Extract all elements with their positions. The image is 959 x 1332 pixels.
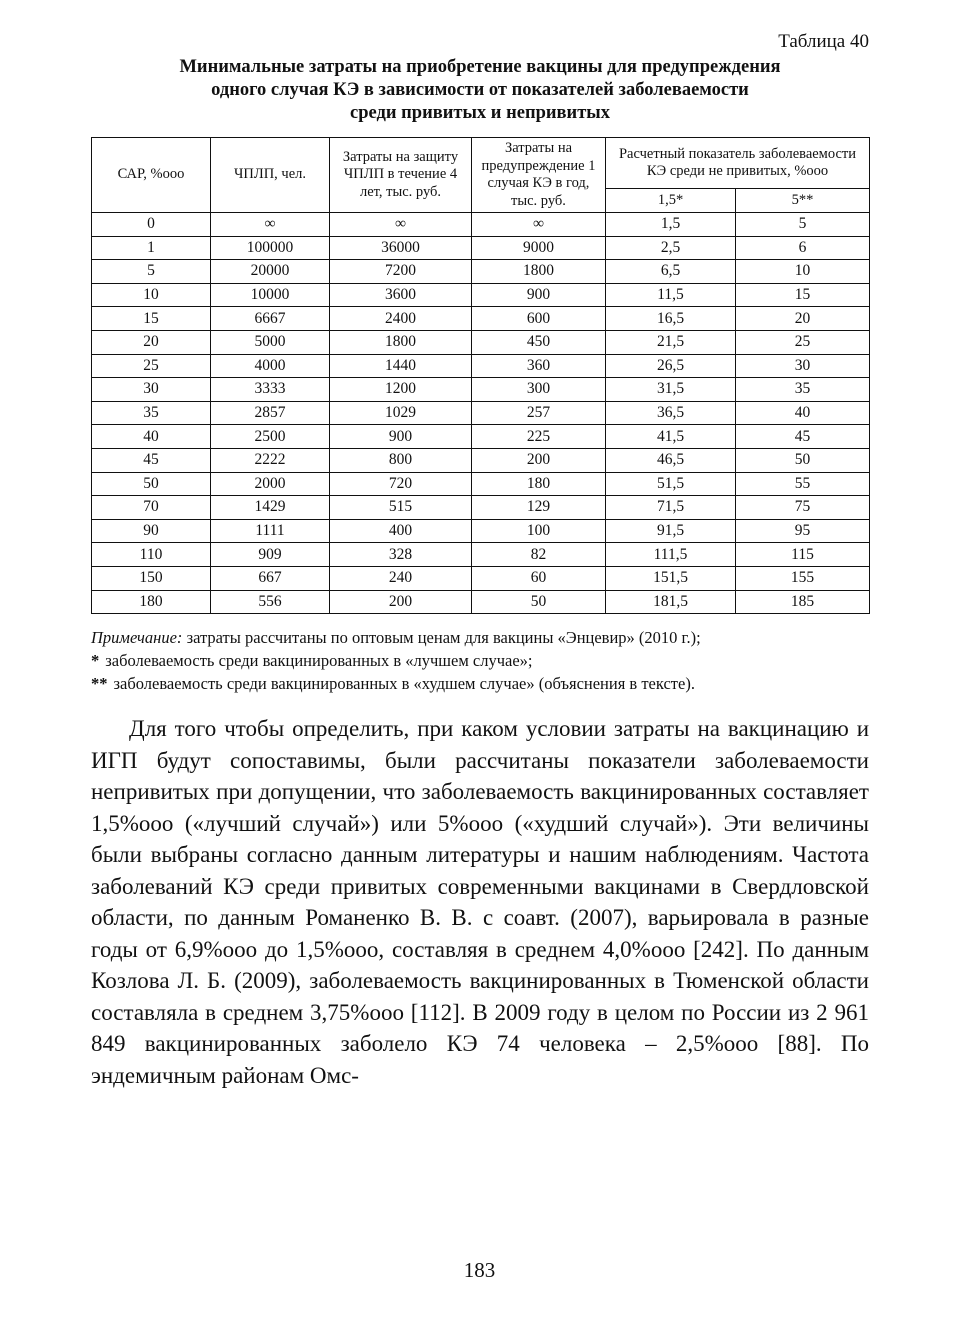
table-cell: 181,5 (606, 590, 736, 614)
table-cell: 5000 (211, 330, 330, 354)
table-cell: 1,5 (606, 213, 736, 237)
page-number: 183 (463, 1258, 496, 1282)
table-cell: 600 (472, 307, 606, 331)
table-cell: 6,5 (606, 260, 736, 284)
table-cell: 150 (92, 566, 211, 590)
table-row (92, 448, 870, 472)
table-cell: 20000 (211, 260, 330, 284)
note-star2-text: заболеваемость среди вакцинированных в «худшем случае» (объяснения в тексте). (113, 674, 695, 694)
table-cell: 50 (472, 590, 606, 614)
table-cell: 25 (92, 354, 211, 378)
note-star2 (91, 672, 869, 695)
table-cell: ∞ (472, 213, 606, 237)
table-cell: 1029 (330, 401, 472, 425)
table-cell: 100 (472, 519, 606, 543)
table-cell: 900 (472, 283, 606, 307)
table-row (92, 496, 870, 520)
table-cell: 50 (92, 472, 211, 496)
table-cell: 6667 (211, 307, 330, 331)
table-cell: 100000 (211, 236, 330, 260)
table-cell: 800 (330, 448, 472, 472)
table-row (92, 213, 870, 237)
header-cost-per-case: Затраты на предупреждение 1 случая КЭ в год, тыс. руб. (472, 138, 606, 213)
note-star1-text: заболеваемость среди вакцинированных в «лучшем случае»; (105, 651, 533, 671)
table-row (92, 307, 870, 331)
table-note (91, 626, 869, 695)
table-cell: 257 (472, 401, 606, 425)
table-cell: 5 (736, 213, 870, 237)
table-cell: 110 (92, 543, 211, 567)
table-cell: 7200 (330, 260, 472, 284)
table-cell: 111,5 (606, 543, 736, 567)
table-cell: 1200 (330, 378, 472, 402)
table-cell: 129 (472, 496, 606, 520)
table-cell: 450 (472, 330, 606, 354)
table-cell: 180 (92, 590, 211, 614)
body-text (91, 713, 869, 1091)
table-cell: 328 (330, 543, 472, 567)
table-cell: 21,5 (606, 330, 736, 354)
table-cell: 10 (736, 260, 870, 284)
table-cell: 155 (736, 566, 870, 590)
table-cell: 30 (92, 378, 211, 402)
table-cell: 9000 (472, 236, 606, 260)
table-cell: 2500 (211, 425, 330, 449)
table-row (92, 330, 870, 354)
table-cell: 40 (736, 401, 870, 425)
table-cell: 240 (330, 566, 472, 590)
table-row (92, 260, 870, 284)
table-cell: 2222 (211, 448, 330, 472)
table-cell: 900 (330, 425, 472, 449)
header-calculated-incidence: Расчетный показатель заболеваемости КЭ среди не привитых, %ооо (606, 138, 870, 189)
table-cell: 556 (211, 590, 330, 614)
header-sar: САР, %ооо (92, 138, 211, 213)
header-best-case: 1,5* (606, 189, 736, 213)
table-cell: 50 (736, 448, 870, 472)
table-cell: 3600 (330, 283, 472, 307)
table-row (92, 401, 870, 425)
note-main (91, 626, 869, 649)
table-cell: 71,5 (606, 496, 736, 520)
table-cell: 26,5 (606, 354, 736, 378)
table-cell: 200 (472, 448, 606, 472)
table-cell: 15 (736, 283, 870, 307)
table-cell: 4000 (211, 354, 330, 378)
table-cell: 91,5 (606, 519, 736, 543)
table-cell: 400 (330, 519, 472, 543)
table-cell: 45 (92, 448, 211, 472)
table-title (91, 56, 869, 125)
table-title-line: одного случая КЭ в зависимости от показателей заболеваемости (211, 80, 749, 100)
table-cell: 5 (92, 260, 211, 284)
table-row (92, 378, 870, 402)
table-cell: 185 (736, 590, 870, 614)
table-cell: 55 (736, 472, 870, 496)
table-row (92, 519, 870, 543)
table-cell: 1440 (330, 354, 472, 378)
table-row (92, 590, 870, 614)
table-cell: 75 (736, 496, 870, 520)
table-cell: 35 (736, 378, 870, 402)
table-cell: 36000 (330, 236, 472, 260)
table-cell: 51,5 (606, 472, 736, 496)
table-cell: 360 (472, 354, 606, 378)
table-cell: 115 (736, 543, 870, 567)
table-cell: 40 (92, 425, 211, 449)
table-title-line: среди привитых и непривитых (350, 103, 610, 123)
table-cell: 90 (92, 519, 211, 543)
note-star1-mark: * (91, 651, 100, 671)
table-title-line: Минимальные затраты на приобретение вакцины для предупреждения (179, 57, 781, 77)
table-row (92, 425, 870, 449)
table-cell: ∞ (211, 213, 330, 237)
table-cell: ∞ (330, 213, 472, 237)
table-cell: 180 (472, 472, 606, 496)
table-cell: 225 (472, 425, 606, 449)
note-label: Примечание: (91, 628, 183, 648)
table-cell: 0 (92, 213, 211, 237)
table-cell: 515 (330, 496, 472, 520)
table-cell: 25 (736, 330, 870, 354)
table-cell: 2000 (211, 472, 330, 496)
table-cell: 20 (736, 307, 870, 331)
table-cell: 2400 (330, 307, 472, 331)
page-content (91, 30, 869, 1091)
table-cell: 46,5 (606, 448, 736, 472)
table-body (92, 213, 870, 614)
table-cell: 2857 (211, 401, 330, 425)
table-cell: 3333 (211, 378, 330, 402)
table-row (92, 543, 870, 567)
table-row (92, 566, 870, 590)
table-cell: 1800 (330, 330, 472, 354)
table-cell: 20 (92, 330, 211, 354)
table-label: Таблица 40 (778, 31, 869, 52)
table-cell: 300 (472, 378, 606, 402)
data-table (91, 137, 870, 614)
table-cell: 45 (736, 425, 870, 449)
note-star1 (91, 649, 869, 672)
table-cell: 70 (92, 496, 211, 520)
table-cell: 909 (211, 543, 330, 567)
table-row (92, 472, 870, 496)
table-cell: 2,5 (606, 236, 736, 260)
header-chplp: ЧПЛП, чел. (211, 138, 330, 213)
table-cell: 720 (330, 472, 472, 496)
table-cell: 6 (736, 236, 870, 260)
table-cell: 95 (736, 519, 870, 543)
table-cell: 60 (472, 566, 606, 590)
table-row (92, 283, 870, 307)
header-cost-4-years: Затраты на защиту ЧПЛП в течение 4 лет, тыс. руб. (330, 138, 472, 213)
table-cell: 1 (92, 236, 211, 260)
table-row (92, 354, 870, 378)
body-paragraph: Для того чтобы определить, при каком условии затраты на вакцинацию и ИГП будут сопоставимы, были рассчитаны показатели заболеваемости непривитых при допущении, что заболеваемость вакцинированных составляет 1,5%ооо («лучший случай») или 5%ооо («худший случай»). Эти величины были выбраны согласно данным литературы и нашим наблюдениям. Частота заболеваний КЭ среди привитых современными вакцинами в Свердловской области, по данным Романенко В. В. с соавт. (2007), варьировала в разные годы от 6,9%ооо до 1,5%ооо, составляя в среднем 4,0%ооо [242]. По данным Козлова Л. Б. (2009), заболеваемость вакцинированных в Тюменской области составляла в среднем 3,75%ооо [112]. В 2009 году в целом по России из 2 961 849 вакцинированных заболело КЭ 74 человека – 2,5%ооо [88]. По эндемичным районам Омс- (91, 716, 869, 1088)
table-cell: 1800 (472, 260, 606, 284)
table-cell: 31,5 (606, 378, 736, 402)
table-cell: 41,5 (606, 425, 736, 449)
table-cell: 1429 (211, 496, 330, 520)
table-cell: 11,5 (606, 283, 736, 307)
table-cell: 35 (92, 401, 211, 425)
note-text: затраты рассчитаны по оптовым ценам для вакцины «Энцевир» (2010 г.); (186, 628, 701, 648)
table-cell: 10000 (211, 283, 330, 307)
table-cell: 30 (736, 354, 870, 378)
header-worst-case: 5** (736, 189, 870, 213)
table-cell: 15 (92, 307, 211, 331)
table-cell: 667 (211, 566, 330, 590)
table-cell: 10 (92, 283, 211, 307)
table-cell: 16,5 (606, 307, 736, 331)
table-row (92, 236, 870, 260)
table-cell: 1111 (211, 519, 330, 543)
note-star2-mark: ** (91, 674, 108, 694)
table-cell: 82 (472, 543, 606, 567)
table-cell: 200 (330, 590, 472, 614)
table-cell: 36,5 (606, 401, 736, 425)
table-cell: 151,5 (606, 566, 736, 590)
